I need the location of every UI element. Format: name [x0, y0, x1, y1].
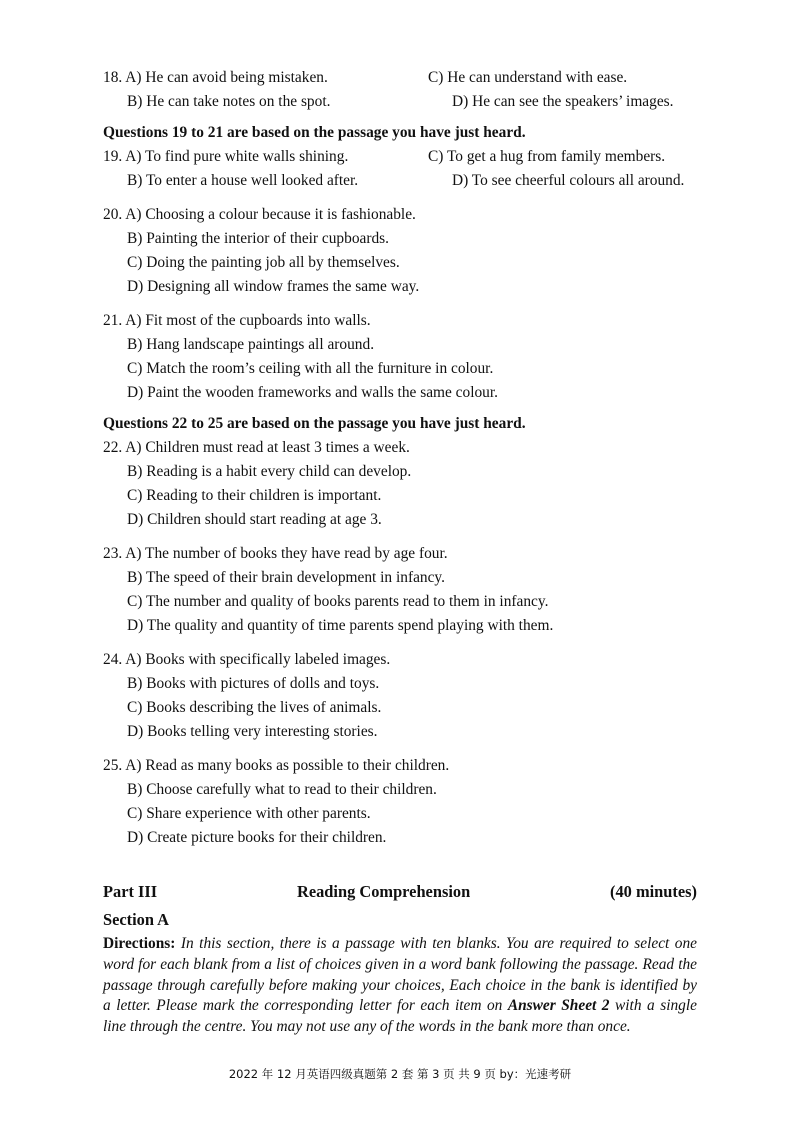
question-24 [103, 648, 697, 744]
q19-option-a: 19. A) To find pure white walls shining. [103, 148, 349, 165]
question-19 [103, 145, 697, 193]
exam-page [103, 66, 697, 1038]
q23-option-b: B) The speed of their brain development in infancy. [127, 569, 445, 586]
q25-option-d: D) Create picture books for their children. [127, 829, 387, 846]
q22-option-c: C) Reading to their children is important. [127, 487, 382, 504]
question-21 [103, 309, 697, 405]
q18-option-c: C) He can understand with ease. [428, 69, 628, 86]
q19-option-d: D) To see cheerful colours all around. [452, 172, 685, 189]
q22-option-b: B) Reading is a habit every child can develop. [127, 463, 412, 480]
q18-option-a: 18. A) He can avoid being mistaken. [103, 69, 328, 86]
directions [103, 934, 697, 1038]
q24-option-b: B) Books with pictures of dolls and toys. [127, 675, 380, 692]
q19-option-c: C) To get a hug from family members. [428, 148, 666, 165]
q21-option-a: 21. A) Fit most of the cupboards into walls. [103, 312, 371, 329]
q20-option-a: 20. A) Choosing a colour because it is fashionable. [103, 206, 416, 223]
q21-option-b: B) Hang landscape paintings all around. [127, 336, 375, 353]
q23-option-a: 23. A) The number of books they have read by age four. [103, 545, 448, 562]
q25-option-b: B) Choose carefully what to read to their children. [127, 781, 437, 798]
q22-option-a: 22. A) Children must read at least 3 times a week. [103, 439, 410, 456]
q21-option-d: D) Paint the wooden frameworks and walls the same colour. [127, 384, 498, 401]
q20-option-c: C) Doing the painting job all by themselves. [127, 254, 400, 271]
q20-option-d: D) Designing all window frames the same way. [127, 278, 420, 295]
question-23 [103, 542, 697, 638]
part-title: Reading Comprehension [297, 882, 471, 901]
heading-questions-22-25: Questions 22 to 25 are based on the passage you have just heard. [103, 415, 526, 432]
answer-sheet-ref: Answer Sheet 2 [507, 997, 610, 1015]
directions-text-1: In this section, there is a passage with ten blanks. You are required to select one word for each blank from a list of choices given in a word bank following the passage. Read the passage through carefully before making your choices, Each choice in the bank is identified by a letter. Please mark the corresponding letter for each item on [103, 935, 697, 1015]
section-title: Section A [103, 910, 170, 929]
q22-option-d: D) Children should start reading at age 3. [127, 511, 382, 528]
q24-option-c: C) Books describing the lives of animals. [127, 699, 382, 716]
q25-option-c: C) Share experience with other parents. [127, 805, 371, 822]
question-18 [103, 66, 697, 114]
directions-text [103, 935, 697, 1035]
part-header [103, 880, 697, 904]
part-label: Part III [103, 882, 158, 901]
q18-option-b: B) He can take notes on the spot. [127, 93, 331, 110]
question-22 [103, 436, 697, 532]
question-20 [103, 203, 697, 299]
q24-option-d: D) Books telling very interesting stories. [127, 723, 378, 740]
q21-option-c: C) Match the room’s ceiling with all the furniture in colour. [127, 360, 494, 377]
q20-option-b: B) Painting the interior of their cupboards. [127, 230, 390, 247]
q23-option-c: C) The number and quality of books parents read to them in infancy. [127, 593, 549, 610]
q23-option-d: D) The quality and quantity of time parents spend playing with them. [127, 617, 554, 634]
q24-option-a: 24. A) Books with specifically labeled images. [103, 651, 391, 668]
question-25 [103, 754, 697, 850]
directions-text-2: with a single line through the centre. You may not use any of the words in the bank more than once. [103, 997, 697, 1036]
part-time: (40 minutes) [610, 882, 697, 901]
q19-option-b: B) To enter a house well looked after. [127, 172, 359, 189]
page-footer: 2022 年 12 月英语四级真题第 2 套 第 3 页 共 9 页 by：光速考研 [228, 1067, 572, 1081]
directions-label: Directions: [103, 935, 176, 952]
q18-option-d: D) He can see the speakers’ images. [452, 93, 674, 110]
q25-option-a: 25. A) Read as many books as possible to their children. [103, 757, 450, 774]
heading-questions-19-21: Questions 19 to 21 are based on the passage you have just heard. [103, 124, 526, 141]
